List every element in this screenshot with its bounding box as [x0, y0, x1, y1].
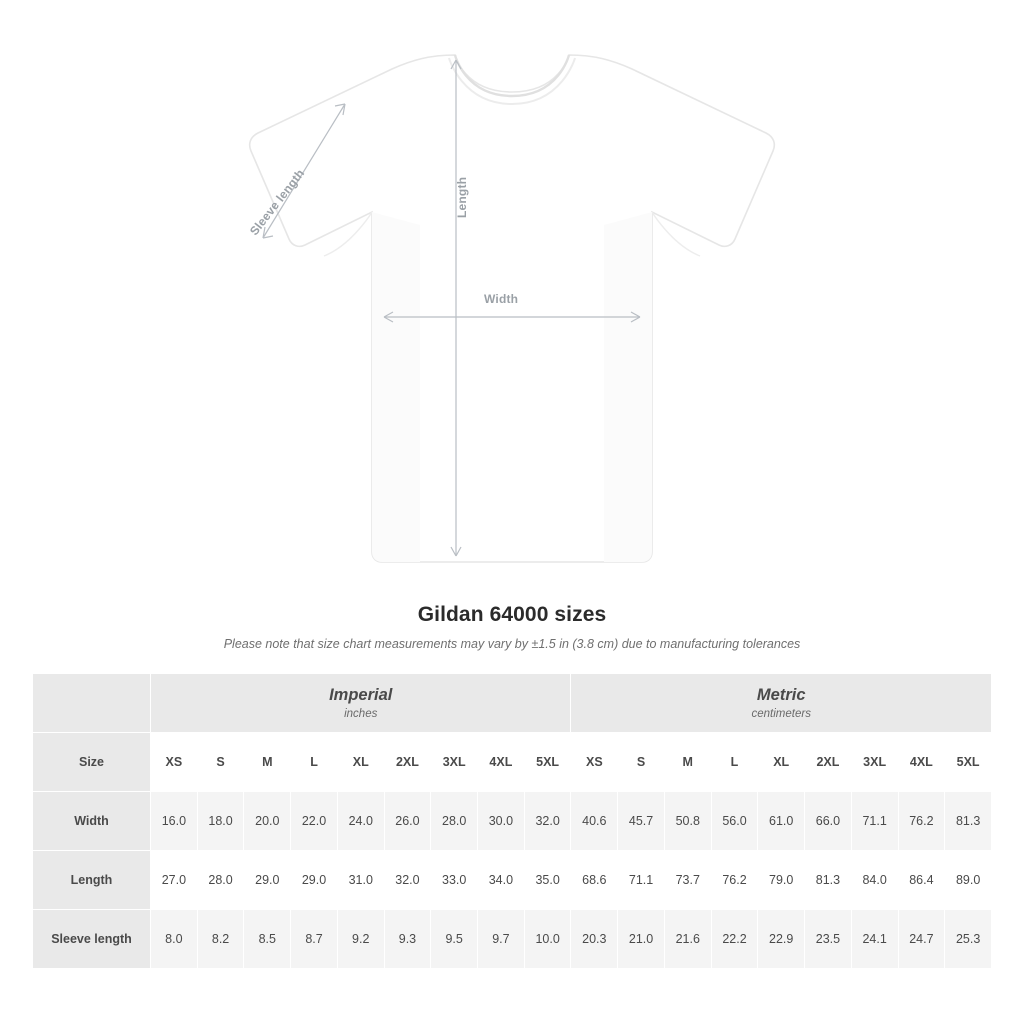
cell-length-16: 86.4 — [898, 851, 945, 910]
sleeve-length-dimension-label: Sleeve length — [246, 166, 308, 238]
cell-width-9: 40.6 — [571, 792, 618, 851]
cell-length-5: 32.0 — [384, 851, 431, 910]
cell-width-1: 18.0 — [197, 792, 244, 851]
size-header-xs-metric: XS — [571, 733, 618, 792]
cell-width-4: 24.0 — [337, 792, 384, 851]
table-row-length — [33, 851, 992, 910]
size-header-2xl-metric: 2XL — [805, 733, 852, 792]
cell-sleeve-0: 8.0 — [151, 910, 198, 969]
row-label-sleeve-length: Sleeve length — [33, 910, 151, 969]
size-header-m-imperial: M — [244, 733, 291, 792]
unit-imperial-sub: inches — [344, 707, 378, 720]
cell-width-0: 16.0 — [151, 792, 198, 851]
unit-metric-sub: centimeters — [751, 707, 811, 720]
size-header-2xl-imperial: 2XL — [384, 733, 431, 792]
cell-width-11: 50.8 — [664, 792, 711, 851]
cell-width-2: 20.0 — [244, 792, 291, 851]
cell-sleeve-16: 24.7 — [898, 910, 945, 969]
cell-sleeve-8: 10.0 — [524, 910, 571, 969]
cell-sleeve-12: 22.2 — [711, 910, 758, 969]
cell-width-7: 30.0 — [478, 792, 525, 851]
table-row-width — [33, 792, 992, 851]
size-header-4xl-imperial: 4XL — [478, 733, 525, 792]
size-header-3xl-imperial: 3XL — [431, 733, 478, 792]
cell-sleeve-5: 9.3 — [384, 910, 431, 969]
cell-length-8: 35.0 — [524, 851, 571, 910]
unit-group-metric — [571, 674, 992, 733]
cell-sleeve-4: 9.2 — [337, 910, 384, 969]
cell-sleeve-13: 22.9 — [758, 910, 805, 969]
cell-width-5: 26.0 — [384, 792, 431, 851]
cell-length-2: 29.0 — [244, 851, 291, 910]
cell-sleeve-11: 21.6 — [664, 910, 711, 969]
cell-width-10: 45.7 — [618, 792, 665, 851]
table-row-sleeve-length — [33, 910, 992, 969]
cell-length-3: 29.0 — [291, 851, 338, 910]
cell-width-17: 81.3 — [945, 792, 992, 851]
width-dimension-label: Width — [484, 292, 519, 306]
size-table-wrapper — [32, 673, 992, 969]
row-label-length: Length — [33, 851, 151, 910]
cell-sleeve-3: 8.7 — [291, 910, 338, 969]
unit-group-imperial — [151, 674, 571, 733]
cell-sleeve-2: 8.5 — [244, 910, 291, 969]
size-header-s-imperial: S — [197, 733, 244, 792]
size-header-l-metric: L — [711, 733, 758, 792]
cell-length-10: 71.1 — [618, 851, 665, 910]
cell-length-6: 33.0 — [431, 851, 478, 910]
row-label-width: Width — [33, 792, 151, 851]
size-header-xl-imperial: XL — [337, 733, 384, 792]
cell-width-6: 28.0 — [431, 792, 478, 851]
unit-header-row — [33, 674, 992, 733]
cell-width-16: 76.2 — [898, 792, 945, 851]
page-title: Gildan 64000 sizes — [417, 603, 607, 626]
cell-sleeve-6: 9.5 — [431, 910, 478, 969]
cell-length-4: 31.0 — [337, 851, 384, 910]
cell-width-15: 71.1 — [851, 792, 898, 851]
cell-length-0: 27.0 — [151, 851, 198, 910]
cell-length-13: 79.0 — [758, 851, 805, 910]
cell-width-13: 61.0 — [758, 792, 805, 851]
tolerance-note: Please note that size chart measurements may vary by ±1.5 in (3.8 cm) due to manufacturing tolerances — [223, 637, 801, 651]
unit-imperial-name: Imperial — [329, 686, 393, 705]
size-header-s-metric: S — [618, 733, 665, 792]
size-header-xs-imperial: XS — [151, 733, 198, 792]
cell-length-1: 28.0 — [197, 851, 244, 910]
cell-sleeve-17: 25.3 — [945, 910, 992, 969]
size-header-row — [33, 733, 992, 792]
size-header-xl-metric: XL — [758, 733, 805, 792]
size-header-4xl-metric: 4XL — [898, 733, 945, 792]
cell-sleeve-14: 23.5 — [805, 910, 852, 969]
cell-length-9: 68.6 — [571, 851, 618, 910]
cell-length-15: 84.0 — [851, 851, 898, 910]
cell-length-12: 76.2 — [711, 851, 758, 910]
title-block — [0, 603, 1024, 651]
cell-sleeve-10: 21.0 — [618, 910, 665, 969]
unit-metric-name: Metric — [756, 686, 806, 705]
cell-sleeve-1: 8.2 — [197, 910, 244, 969]
size-table — [32, 673, 992, 969]
length-dimension-label: Length — [455, 176, 469, 218]
cell-length-7: 34.0 — [478, 851, 525, 910]
cell-width-8: 32.0 — [524, 792, 571, 851]
cell-width-14: 66.0 — [805, 792, 852, 851]
cell-width-12: 56.0 — [711, 792, 758, 851]
size-header-l-imperial: L — [291, 733, 338, 792]
cell-length-11: 73.7 — [664, 851, 711, 910]
cell-length-17: 89.0 — [945, 851, 992, 910]
cell-sleeve-15: 24.1 — [851, 910, 898, 969]
size-column-label: Size — [33, 733, 151, 792]
cell-length-14: 81.3 — [805, 851, 852, 910]
cell-sleeve-7: 9.7 — [478, 910, 525, 969]
cell-width-3: 22.0 — [291, 792, 338, 851]
size-header-m-metric: M — [664, 733, 711, 792]
cell-sleeve-9: 20.3 — [571, 910, 618, 969]
size-header-3xl-metric: 3XL — [851, 733, 898, 792]
table-corner-cell — [33, 674, 151, 733]
size-header-5xl-imperial: 5XL — [524, 733, 571, 792]
size-header-5xl-metric: 5XL — [945, 733, 992, 792]
